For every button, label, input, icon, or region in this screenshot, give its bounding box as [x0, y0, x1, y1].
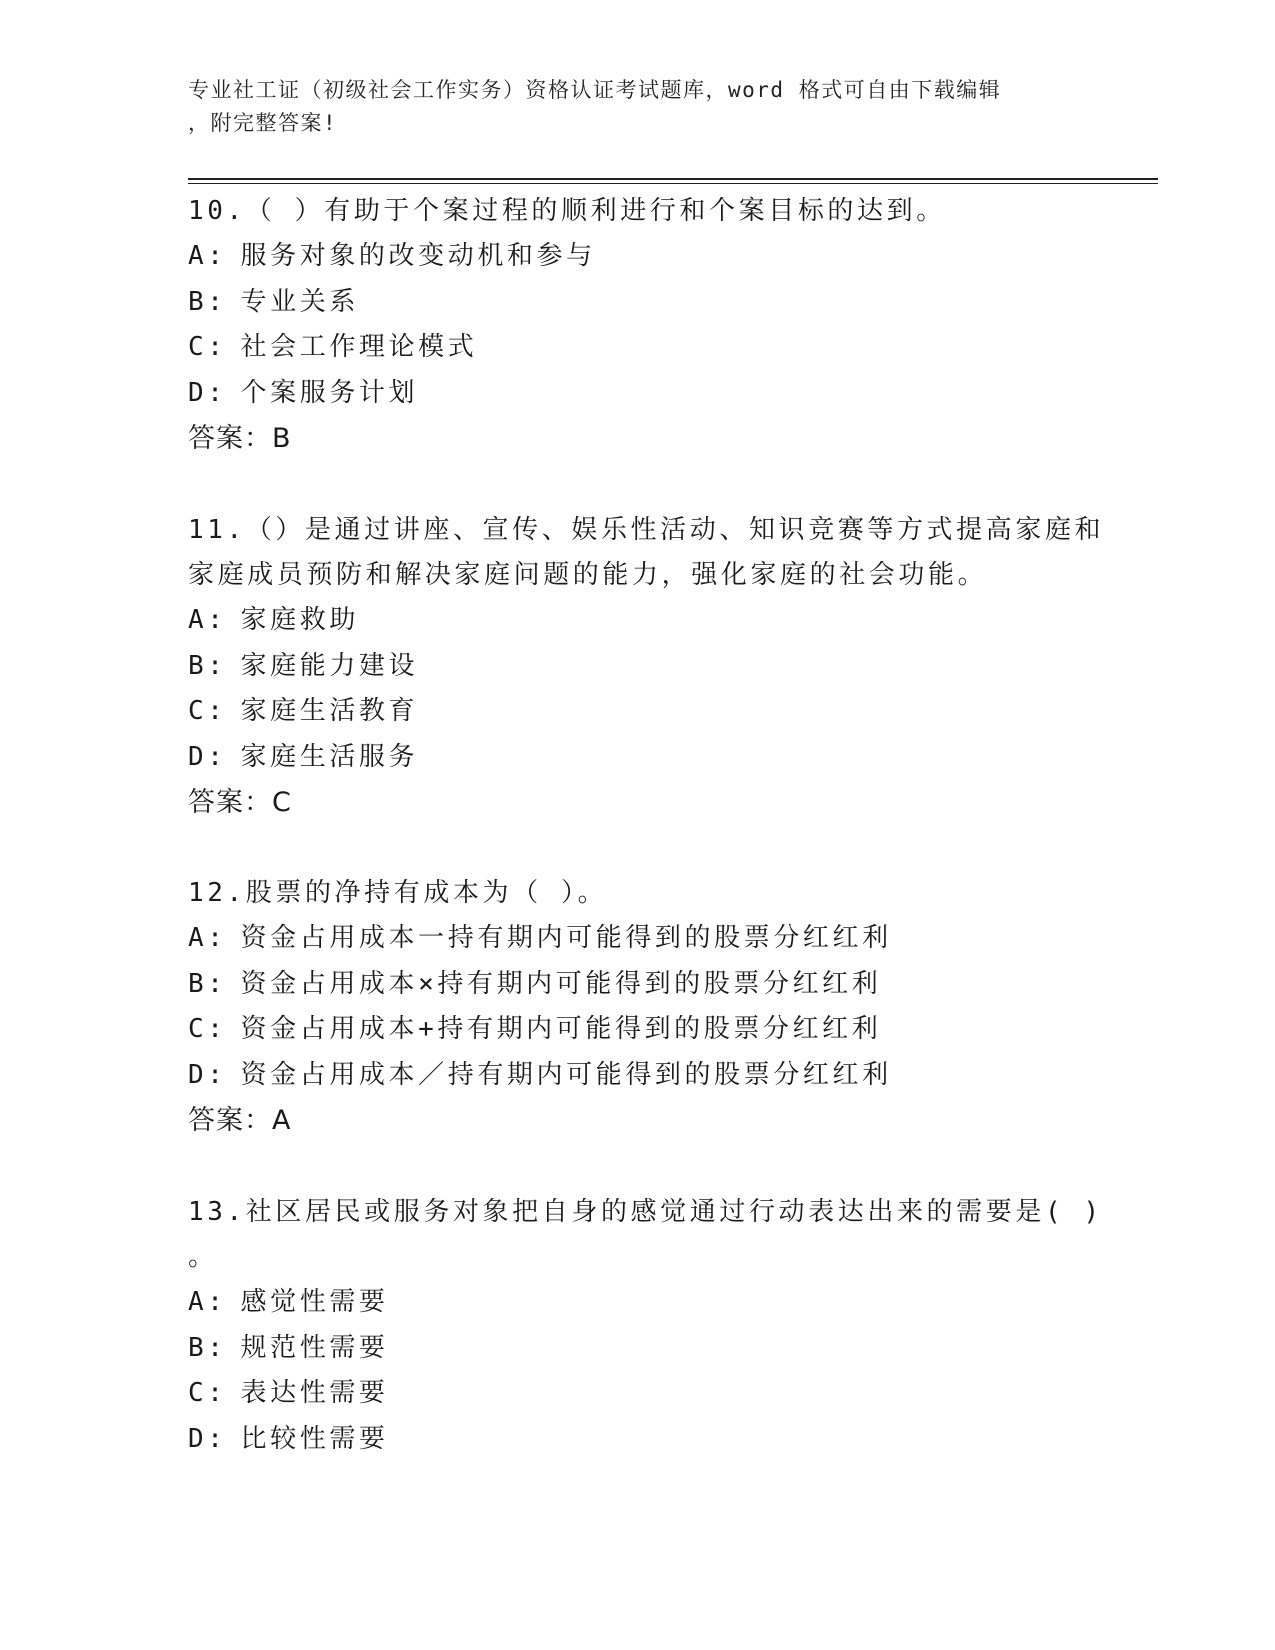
option-text: 规范性需要: [240, 1332, 389, 1363]
question-stem: 12.股票的净持有成本为（ ）。: [188, 878, 608, 908]
option-separator: :: [207, 605, 227, 635]
option-b: [188, 962, 1088, 1008]
option-separator: :: [207, 1014, 227, 1044]
option-text: 家庭生活教育: [240, 696, 419, 726]
document-header: [188, 74, 1068, 140]
option-separator: :: [207, 286, 227, 317]
option-d: [188, 1053, 1088, 1099]
option-d: [188, 371, 1088, 417]
option-separator: :: [207, 332, 227, 362]
option-text: 服务对象的改变动机和参与: [240, 241, 596, 271]
header-line-1: 专业社工证（初级社会工作实务）资格认证考试题库，word 格式可自由下载编辑: [188, 78, 1002, 102]
question-13: [188, 1190, 1103, 1462]
option-letter: C: [188, 1378, 208, 1408]
option-text: 比较性需要: [240, 1423, 389, 1454]
question-stem-line-2: 。: [188, 1242, 218, 1272]
option-letter: D: [188, 377, 208, 408]
option-letter: A: [188, 1287, 208, 1317]
option-separator: :: [207, 1059, 227, 1090]
question-12: [188, 871, 1088, 1143]
option-letter: D: [188, 741, 208, 772]
option-separator: :: [207, 741, 227, 772]
option-text: 表达性需要: [240, 1378, 389, 1408]
option-letter: B: [188, 1332, 208, 1363]
option-letter: B: [188, 650, 208, 681]
option-a: [188, 1280, 1088, 1326]
option-b: [188, 280, 1088, 326]
option-separator: :: [207, 1378, 227, 1408]
option-separator: :: [207, 650, 227, 681]
option-a: [188, 234, 1088, 280]
option-c: [188, 1007, 1088, 1053]
header-divider-thick: [188, 178, 1158, 180]
option-text: 家庭能力建设: [240, 650, 419, 681]
option-d: [188, 735, 1088, 781]
answer-line: 答案：C: [188, 787, 292, 818]
answer-line: 答案：B: [188, 423, 292, 454]
option-letter: C: [188, 696, 208, 726]
option-c: [188, 689, 1088, 735]
option-text: 资金占用成本×持有期内可能得到的股票分红红利: [240, 968, 882, 999]
option-separator: :: [207, 377, 227, 408]
option-separator: :: [207, 1287, 227, 1317]
question-10: [188, 189, 1088, 461]
option-letter: D: [188, 1059, 208, 1090]
option-letter: B: [188, 968, 208, 999]
question-stem-line-2: 家庭成员预防和解决家庭问题的能力，强化家庭的社会功能。: [188, 560, 988, 590]
question-stem-line-1: 11.（）是通过讲座、宣传、娱乐性活动、知识竞赛等方式提高家庭和: [188, 515, 1105, 545]
option-d: [188, 1417, 1088, 1463]
question-stem-line-1: 13.社区居民或服务对象把自身的感觉通过行动表达出来的需要是( ): [188, 1197, 1103, 1227]
option-separator: :: [207, 1423, 227, 1454]
option-b: [188, 644, 1088, 690]
option-text: 资金占用成本一持有期内可能得到的股票分红红利: [240, 923, 892, 953]
header-divider-thin: [188, 183, 1158, 184]
option-letter: B: [188, 286, 208, 317]
answer-line: 答案：A: [188, 1105, 292, 1136]
option-c: [188, 1371, 1088, 1417]
option-separator: :: [207, 923, 227, 953]
option-letter: C: [188, 1014, 208, 1044]
option-letter: C: [188, 332, 208, 362]
header-line-2: ，附完整答案!: [188, 111, 338, 135]
option-separator: :: [207, 696, 227, 726]
option-c: [188, 325, 1088, 371]
option-text: 资金占用成本／持有期内可能得到的股票分红红利: [240, 1059, 892, 1090]
option-letter: A: [188, 605, 208, 635]
option-letter: A: [188, 241, 208, 271]
option-text: 家庭救助: [240, 605, 359, 635]
option-text: 社会工作理论模式: [240, 332, 478, 362]
option-letter: D: [188, 1423, 208, 1454]
option-separator: :: [207, 241, 227, 271]
question-stem: 10.（ ）有助于个案过程的顺利进行和个案目标的达到。: [188, 196, 946, 226]
option-separator: :: [207, 1332, 227, 1363]
option-text: 专业关系: [240, 286, 359, 317]
option-text: 感觉性需要: [240, 1287, 389, 1317]
option-text: 资金占用成本+持有期内可能得到的股票分红红利: [240, 1014, 882, 1044]
option-separator: :: [207, 968, 227, 999]
option-b: [188, 1326, 1088, 1372]
option-text: 个案服务计划: [240, 377, 419, 408]
option-letter: A: [188, 923, 208, 953]
option-text: 家庭生活服务: [240, 741, 419, 772]
option-a: [188, 598, 1088, 644]
option-a: [188, 916, 1088, 962]
question-11: [188, 508, 1105, 825]
